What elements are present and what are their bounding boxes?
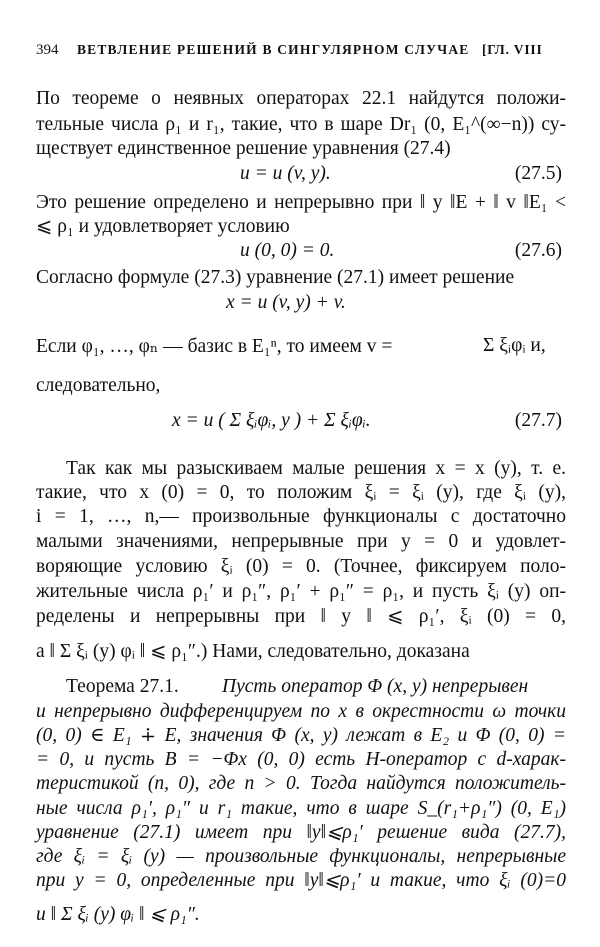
equation-number: (27.5) xyxy=(514,163,562,184)
text-line: ⩽ ρ₁ и удовлетворяет условию xyxy=(36,216,290,237)
basis-sum: Σ ξᵢφᵢ и, xyxy=(483,335,546,356)
theorem-line: = 0, и пусть B = −Φx (0, 0) есть H-оператор с d-харак- xyxy=(36,749,566,770)
text-line: такие, что x (0) = 0, то положим ξᵢ = ξᵢ (y), где ξᵢ (y), xyxy=(36,482,566,503)
text-line: а ‖ Σ ξᵢ (y) φᵢ ‖ ⩽ ρ₁″.) Нами, следовательно, доказана xyxy=(36,641,470,662)
text-line: Так как мы разыскиваем малые решения x = x (y), т. е. xyxy=(66,458,566,479)
text-line: По теореме о неявных операторах 22.1 найдутся положи- xyxy=(36,88,566,109)
page-number: 394 xyxy=(36,42,59,58)
theorem-line: Пусть оператор Φ (x, y) непрерывен xyxy=(222,676,529,697)
theorem-line: при y = 0, определенные при ‖y‖⩽ρ₁′ и такие, что ξᵢ (0)=0 xyxy=(36,870,566,891)
running-header xyxy=(36,42,566,59)
theorem-line: теристикой (n, 0), где n > 0. Тогда найдутся положитель- xyxy=(36,773,566,794)
equation-27-5: u = u (v, y). xyxy=(240,163,331,184)
theorem-heading: Теорема 27.1. xyxy=(66,676,179,697)
theorem-line: и ‖ Σ ξᵢ (y) φᵢ ‖ ⩽ ρ₁″. xyxy=(36,904,200,925)
text-line: Согласно формуле (27.3) уравнение (27.1) имеет решение xyxy=(36,267,515,288)
equation-solution: x = u (v, y) + v. xyxy=(226,292,346,313)
running-title: ВЕТВЛЕНИЕ РЕШЕНИЙ В СИНГУЛЯРНОМ СЛУЧАЕ xyxy=(76,42,470,57)
text-line: малыми значениями, непрерывные при y = 0 и удовлет- xyxy=(36,531,566,552)
text-line: жительные числа ρ₁′ и ρ₁″, ρ₁′ + ρ₁″ = ρ₁, и пусть ξᵢ (y) оп- xyxy=(36,581,566,602)
theorem-line: (0, 0) ∈ E₁ ∔ E, значения Φ (x, y) лежат в E₂ и Φ (0, 0) = xyxy=(36,725,566,746)
theorem-line: уравнение (27.1) имеет при ‖y‖⩽ρ₁′ решение вида (27.7), xyxy=(36,822,566,843)
theorem-line: и непрерывно дифференцируем по x в окрестности ω точки xyxy=(36,701,566,722)
equation-27-7: x = u ( Σ ξᵢφᵢ, y ) + Σ ξᵢφᵢ. xyxy=(172,410,371,431)
chapter-mark: [ГЛ. VIII xyxy=(481,42,543,57)
text-line: следовательно, xyxy=(36,375,161,396)
text-line: тельные числа ρ₁ и r₁, такие, что в шаре Dr₁ (0, E₁^(∞−n)) су- xyxy=(36,114,566,135)
theorem-line: где ξᵢ = ξᵢ (y) — произвольные функционалы, непрерывные xyxy=(36,846,566,867)
text-line: ществует единственное решение уравнения (27.4) xyxy=(36,138,451,159)
text-line: ределены и непрерывны при ‖ y ‖ ⩽ ρ₁′, ξᵢ (0) = 0, xyxy=(36,606,566,627)
text-line: i = 1, …, n,— произвольные функционалы с достаточно xyxy=(36,506,566,527)
text-line: Это решение определено и непрерывно при ‖ y ‖E + ‖ v ‖E₁ < xyxy=(36,192,566,213)
equation-number: (27.7) xyxy=(514,410,562,431)
equation-27-6: u (0, 0) = 0. xyxy=(240,240,335,261)
theorem-line: ные числа ρ₁′, ρ₁″ и r₁ такие, что в шаре S_(r₁+ρ₁″) (0, E₁) xyxy=(36,798,566,819)
equation-number: (27.6) xyxy=(514,240,562,261)
text-line: воряющие условию ξᵢ (0) = 0. (Точнее, фиксируем поло- xyxy=(36,556,566,577)
text-line: Если φ₁, …, φₙ — базис в E₁ⁿ, то имеем v = xyxy=(36,336,393,357)
